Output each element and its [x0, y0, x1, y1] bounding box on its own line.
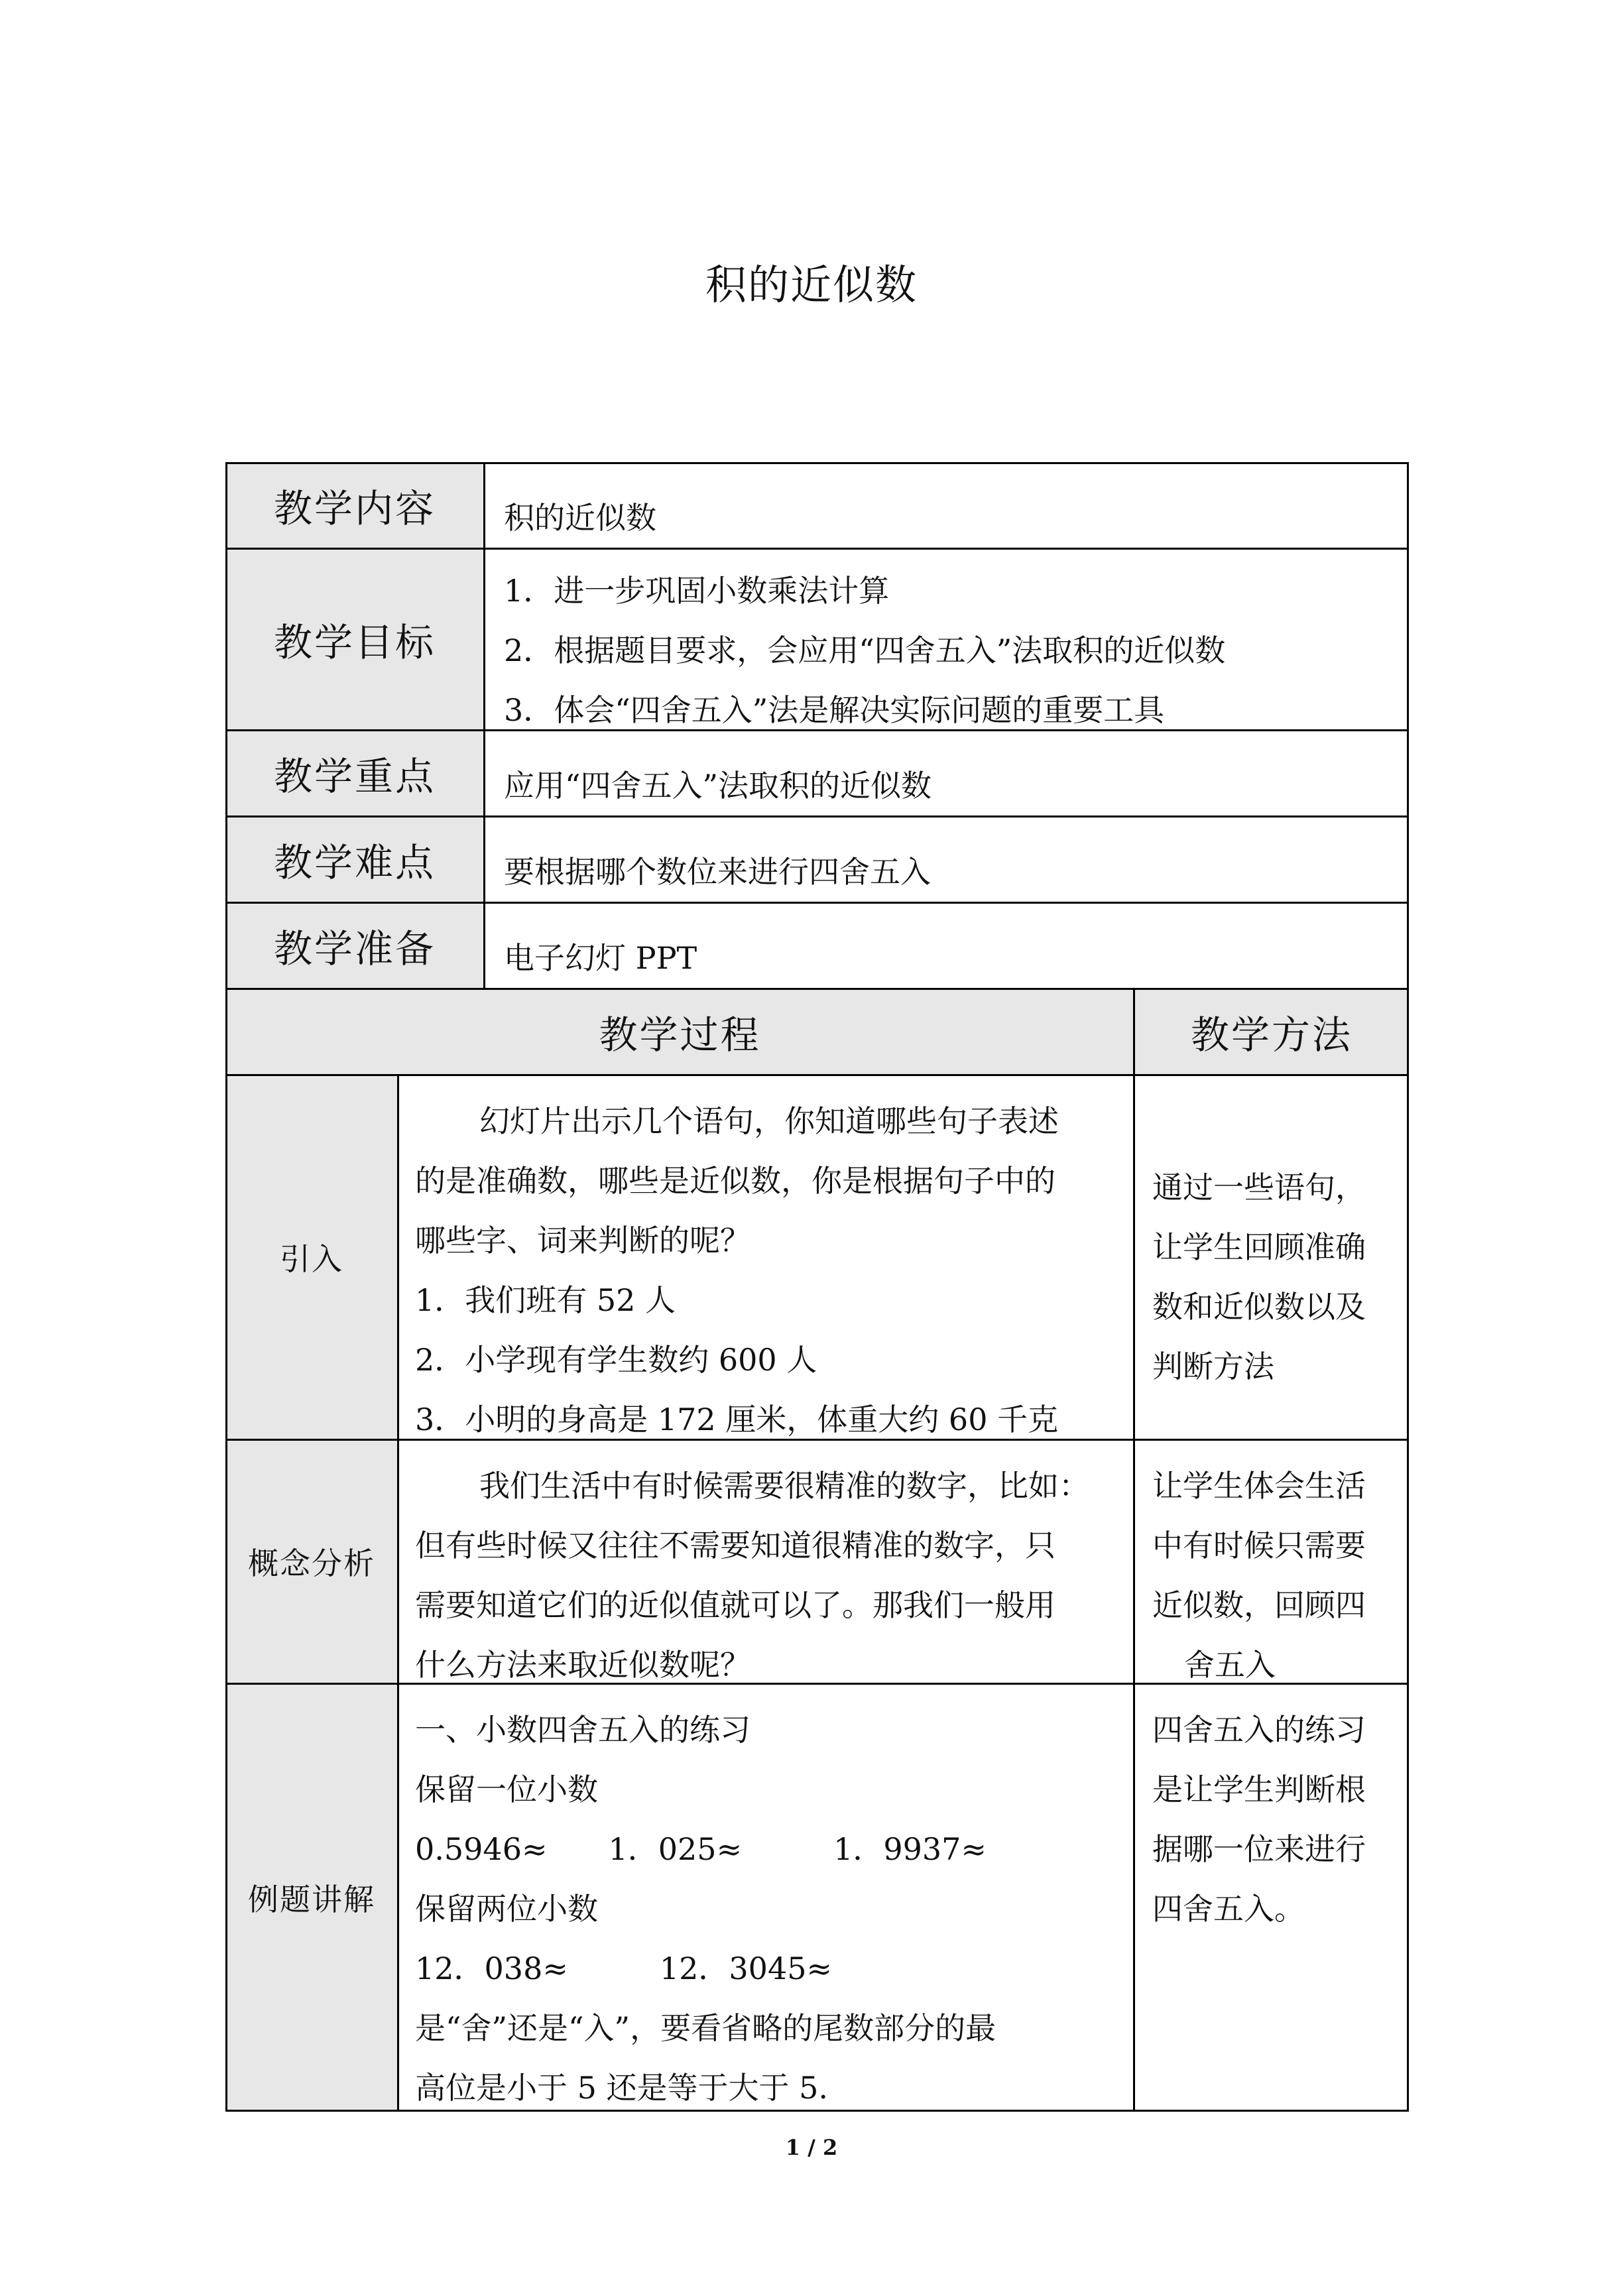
table-border: [225, 462, 227, 2112]
intro-method-line: 通过一些语句，: [1152, 1170, 1366, 1205]
concept-line: 我们生活中有时候需要很精准的数字，比如：: [479, 1468, 1089, 1504]
goal-item: 1．进一步巩固小数乘法计算: [504, 573, 890, 609]
table-border: [225, 462, 1409, 464]
example-line: 高位是小于 5 还是等于大于 5.: [415, 2070, 829, 2106]
table-border: [225, 729, 1409, 731]
table-border: [225, 2110, 1409, 2112]
table-border: [225, 1439, 1409, 1441]
intro-method-line: 数和近似数以及: [1152, 1289, 1366, 1325]
header-process: 教学过程: [225, 989, 1134, 1075]
table-border: [1133, 989, 1135, 2112]
table-border: [225, 816, 1409, 817]
difficulty-value: 要根据哪个数位来进行四舍五入: [504, 854, 931, 890]
key-point-value: 应用“四舍五入”法取积的近似数: [504, 768, 932, 804]
example-line: 0.5946≈ 1．025≈ 1．9937≈: [415, 1831, 987, 1867]
lesson-plan-table: [225, 462, 1409, 2112]
label-content: 教学内容: [225, 462, 484, 548]
section-label-examples: 例题讲解: [225, 1683, 398, 2112]
concept-method-line: 让学生体会生活: [1152, 1468, 1366, 1504]
concept-line: 但有些时候又往往不需要知道很精准的数字，只: [415, 1528, 1055, 1563]
concept-method-line: 中有时候只需要: [1152, 1528, 1366, 1563]
example-line: 保留两位小数: [415, 1891, 598, 1927]
example-line: 是“舍”还是“入”，要看省略的尾数部分的最: [415, 2010, 996, 2046]
goal-item: 2．根据题目要求，会应用“四舍五入”法取积的近似数: [504, 633, 1226, 668]
intro-line: 3．小明的身高是 172 厘米，体重大约 60 千克: [415, 1402, 1059, 1437]
example-method-line: 是让学生判断根: [1152, 1772, 1366, 1807]
intro-line: 2．小学现有学生数约 600 人: [415, 1342, 817, 1378]
page-number: 1 / 2: [785, 2135, 838, 2160]
label-preparation: 教学准备: [225, 902, 484, 989]
preparation-value: 电子幻灯 PPT: [504, 940, 697, 976]
intro-method-line: 判断方法: [1152, 1349, 1274, 1384]
example-line: 12．038≈ 12．3045≈: [415, 1951, 833, 1986]
intro-line: 哪些字、词来判断的呢？: [415, 1223, 751, 1258]
table-border: [225, 1074, 1409, 1076]
example-method-line: 四舍五入的练习: [1152, 1712, 1366, 1748]
table-border: [225, 988, 1409, 990]
table-border: [225, 1683, 1409, 1685]
example-line: 保留一位小数: [415, 1772, 598, 1807]
concept-line: 需要知道它们的近似值就可以了。那我们一般用: [415, 1587, 1055, 1623]
table-border: [1407, 462, 1409, 2112]
label-goals: 教学目标: [225, 548, 484, 730]
intro-line: 的是准确数，哪些是近似数，你是根据句子中的: [415, 1163, 1055, 1199]
page-title: 积的近似数: [705, 261, 918, 309]
label-key-point: 教学重点: [225, 730, 484, 816]
example-line: 一、小数四舍五入的练习: [415, 1712, 751, 1748]
table-border: [397, 1075, 399, 2112]
example-method-line: 四舍五入。: [1152, 1891, 1305, 1927]
label-difficulty: 教学难点: [225, 816, 484, 902]
table-border: [225, 902, 1409, 904]
intro-method-line: 让学生回顾准确: [1152, 1229, 1366, 1265]
table-border: [483, 462, 485, 989]
section-label-concept: 概念分析: [225, 1439, 398, 1683]
goal-item: 3．体会“四舍五入”法是解决实际问题的重要工具: [504, 692, 1165, 728]
table-border: [225, 548, 1409, 550]
section-label-intro: 引入: [225, 1075, 398, 1439]
concept-method-line: 近似数，回顾四: [1152, 1587, 1366, 1623]
concept-line: 什么方法来取近似数呢？: [415, 1647, 751, 1683]
intro-line: 1．我们班有 52 人: [415, 1282, 676, 1318]
intro-line: 幻灯片出示几个语句，你知道哪些句子表述: [479, 1103, 1059, 1139]
example-method-line: 据哪一位来进行: [1152, 1831, 1366, 1867]
content-value: 积的近似数: [504, 500, 656, 536]
header-method: 教学方法: [1134, 989, 1409, 1075]
concept-method-line: 舍五入: [1184, 1647, 1276, 1683]
